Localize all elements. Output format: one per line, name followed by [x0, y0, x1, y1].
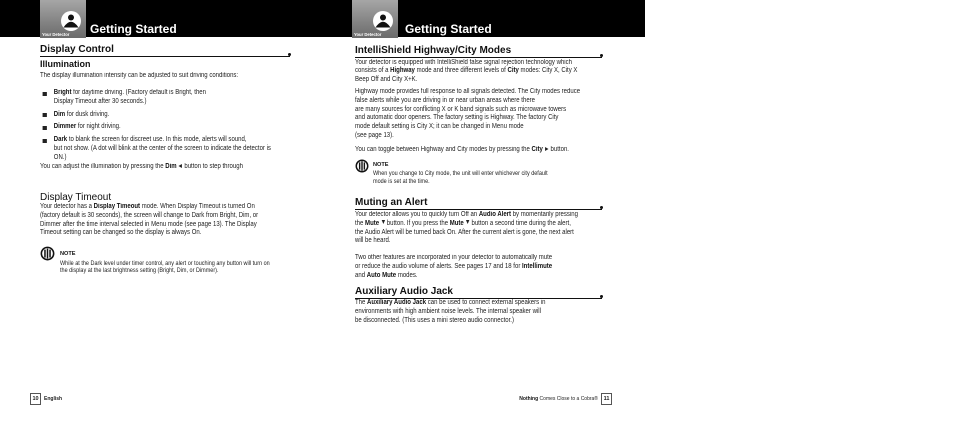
page-number: 11	[601, 393, 612, 405]
text-run: mode is set at the time.	[373, 177, 430, 185]
intellishield-heading: IntelliShield Highway/City Modes	[355, 44, 512, 56]
text-run: for daytime driving. (Factory default is Bright, then	[71, 89, 206, 96]
note-label: NOTE	[373, 162, 389, 168]
muting-heading: Muting an Alert	[355, 197, 428, 208]
text-run: Highway mode provides full response to all signals detected. The City modes reduce	[355, 88, 581, 95]
note-label: NOTE	[60, 251, 76, 257]
text-line	[373, 170, 548, 178]
bullet-square-icon	[43, 113, 47, 117]
text-line	[54, 89, 206, 98]
text-run: be disconnected. (This uses a mini stereo audio connector.)	[355, 316, 514, 324]
illumination-subheading: Illumination	[40, 59, 91, 69]
right-page	[322, 0, 645, 433]
detector-icon	[59, 9, 83, 33]
bold-text: City	[507, 67, 519, 75]
text-line	[60, 260, 270, 268]
text-run: You can adjust the illumination by pressing the	[40, 163, 166, 170]
bullet-square-icon	[43, 139, 47, 143]
footer-language: English	[44, 395, 63, 402]
text-line	[355, 97, 580, 106]
display-control-heading: Display Control	[40, 44, 114, 55]
text-run: Your detector has a	[40, 203, 94, 210]
bullet-square-icon	[43, 126, 47, 130]
city-toggle-instruction	[355, 146, 569, 155]
bullet-item	[40, 123, 271, 132]
text-line	[355, 123, 580, 132]
text-line	[355, 67, 577, 76]
text-line	[54, 154, 271, 163]
aux-jack-paragraph	[355, 299, 546, 325]
text-run: the display at the last brightness setting (Bright, Dim, or Dimmer).	[60, 267, 219, 275]
text-line	[355, 220, 578, 229]
text-run: While at the Dark level under timer control, any alert or touching any button will turn on	[60, 259, 270, 267]
text-run: by momentarily pressing	[511, 211, 578, 218]
muting-paragraph-2	[355, 254, 552, 280]
text-run: and	[355, 271, 367, 279]
text-line	[355, 272, 552, 281]
illumination-intro	[40, 72, 238, 81]
bullet-item	[40, 136, 271, 162]
text-line	[373, 178, 548, 186]
text-line	[355, 254, 552, 263]
left-page	[0, 0, 322, 433]
text-run: environments with high ambient noise levels. The internal speaker will	[355, 307, 541, 315]
bold-text: Dimmer	[53, 123, 77, 131]
text-run: Beep Off and City X+K.	[355, 76, 418, 84]
text-line	[355, 88, 580, 97]
text-run: false alerts while you are driving in or near urban areas where there	[355, 96, 536, 104]
tab-label: Your Detector	[42, 32, 70, 37]
note-icon	[355, 159, 369, 173]
section-rule	[355, 209, 602, 210]
text-run: Dimmer after the time interval selected in Menu mode (see page 13). The Display	[40, 220, 257, 228]
text-line	[355, 59, 577, 68]
text-run: button a second time during the alert,	[469, 219, 571, 227]
text-run: are many sources for conflicting X or K band signals such as microwave towers	[355, 105, 567, 113]
text-line	[40, 229, 258, 238]
your-detector-tab	[40, 0, 86, 38]
bullet-text	[54, 111, 110, 120]
rule-end-dot	[600, 295, 603, 298]
text-line	[355, 237, 578, 246]
text-line	[40, 212, 258, 221]
text-run: and automatic door openers. The factory setting is Highway. The factory City	[355, 114, 559, 122]
text-run: modes.	[396, 271, 418, 279]
text-line	[355, 114, 580, 123]
text-line	[488, 395, 598, 403]
text-line	[355, 106, 580, 115]
text-line	[40, 72, 238, 81]
text-line	[54, 123, 121, 132]
text-run: will be heard.	[355, 237, 391, 245]
bold-text: Auto Mute	[366, 271, 397, 279]
text-line	[355, 211, 578, 220]
section-rule	[40, 56, 290, 57]
text-run: Your detector allows you to quickly turn Off an	[355, 211, 479, 218]
bold-text: Mute	[365, 219, 380, 227]
text-run: mode. When Display Timeout is turned On	[140, 203, 255, 210]
note-text	[373, 170, 548, 185]
display-timeout-subheading: Display Timeout	[40, 192, 112, 203]
text-run: or reduce the audio volume of alerts. See pages 17 and 18 for	[355, 262, 523, 270]
text-line	[355, 263, 552, 272]
bold-text: Bright	[53, 89, 72, 96]
text-run: (see page 13).	[355, 131, 394, 139]
text-line	[355, 229, 578, 238]
text-run: the Audio Alert will be turned back On. After the current alert is gone, the next alert	[355, 228, 574, 236]
text-line	[54, 111, 110, 120]
text-line	[40, 203, 258, 212]
section-title: Getting Started	[405, 22, 492, 36]
text-run: mode and three different levels of	[414, 67, 508, 75]
text-run: The display illumination intensity can be adjusted to suit driving conditions:	[40, 72, 239, 79]
bold-text: Display Timeout	[93, 203, 141, 210]
text-run: Display Timeout after 30 seconds.)	[53, 97, 147, 105]
text-run: button. If you press the	[385, 219, 450, 227]
illumination-instruction	[40, 163, 243, 172]
text-run: Comes Close to a Cobra®	[538, 395, 598, 402]
bold-text: City	[531, 146, 543, 153]
bullet-square-icon	[43, 92, 47, 96]
tab-label: Your Detector	[354, 32, 382, 37]
your-detector-tab	[352, 0, 398, 38]
bold-text: Mute	[449, 219, 464, 227]
text-line	[40, 163, 243, 172]
text-line	[60, 267, 270, 275]
muting-paragraph-1	[355, 211, 578, 246]
page-number: 10	[30, 393, 41, 405]
text-run: to blank the screen for discreet use. In this mode, alerts will sound,	[67, 136, 247, 144]
detector-icon	[371, 9, 395, 33]
text-line	[355, 299, 546, 308]
text-line	[355, 146, 569, 155]
text-line	[355, 317, 546, 326]
bold-text: Nothing	[519, 395, 539, 402]
bullet-text	[54, 89, 206, 107]
text-line	[54, 98, 206, 107]
text-run: the	[355, 219, 366, 227]
bold-text: Dim	[165, 163, 177, 170]
intellishield-paragraph-2	[355, 88, 580, 141]
intellishield-paragraph-1	[355, 59, 577, 85]
text-line	[40, 221, 258, 230]
text-run: Your detector is equipped with IntelliShield false signal rejection technology which	[355, 58, 572, 66]
rule-end-dot	[288, 53, 291, 56]
bullet-item	[40, 111, 271, 120]
bold-text: Dim	[53, 110, 66, 118]
bold-text: Dark	[53, 136, 68, 144]
text-run: (factory default is 30 seconds), the screen will change to Dark from Bright, Dim, or	[40, 211, 259, 219]
text-run: When you change to City mode, the unit will enter whichever city default	[373, 170, 548, 177]
bold-text: Highway	[390, 67, 415, 75]
bold-text: Intellimute	[522, 262, 553, 270]
bullet-text	[54, 136, 271, 162]
bold-text: Audio Alert	[478, 211, 512, 218]
bullet-text	[54, 123, 121, 132]
text-run: for night driving.	[76, 123, 121, 131]
text-run: modes: City X, City X	[518, 67, 578, 75]
aux-jack-heading: Auxiliary Audio Jack	[355, 286, 453, 297]
section-title: Getting Started	[90, 22, 177, 36]
text-run: but not show. (A dot will blink at the center of the screen to indicate the detector is	[53, 144, 271, 152]
text-run: mode default setting is City X; it can be changed in Menu mode	[355, 123, 524, 131]
text-run: Two other features are incorporated in your detector to automatically mute	[355, 254, 553, 261]
text-run: Timeout setting can be changed so the display is always On.	[40, 229, 202, 237]
text-run: button.	[548, 146, 569, 153]
footer-slogan	[488, 395, 598, 403]
illumination-levels-list	[40, 89, 271, 167]
note-icon	[40, 246, 55, 261]
bold-text: Auxiliary Audio Jack	[367, 299, 427, 306]
text-run: can be used to connect external speakers in	[426, 299, 546, 306]
rule-end-dot	[600, 206, 603, 209]
text-line	[355, 76, 577, 85]
text-line	[54, 145, 271, 154]
text-line	[54, 136, 271, 145]
bullet-item	[40, 89, 271, 107]
text-run: for dusk driving.	[65, 110, 110, 118]
text-line	[355, 132, 580, 141]
text-run: ON.)	[53, 153, 67, 161]
rule-end-dot	[600, 54, 603, 57]
text-line	[355, 308, 546, 317]
display-timeout-paragraph	[40, 203, 258, 238]
text-run: consists of a	[355, 67, 391, 75]
text-run: button to step through	[182, 163, 243, 170]
text-run: The	[355, 299, 368, 306]
note-text	[60, 260, 270, 275]
text-run: You can toggle between Highway and City modes by pressing the	[355, 146, 532, 153]
